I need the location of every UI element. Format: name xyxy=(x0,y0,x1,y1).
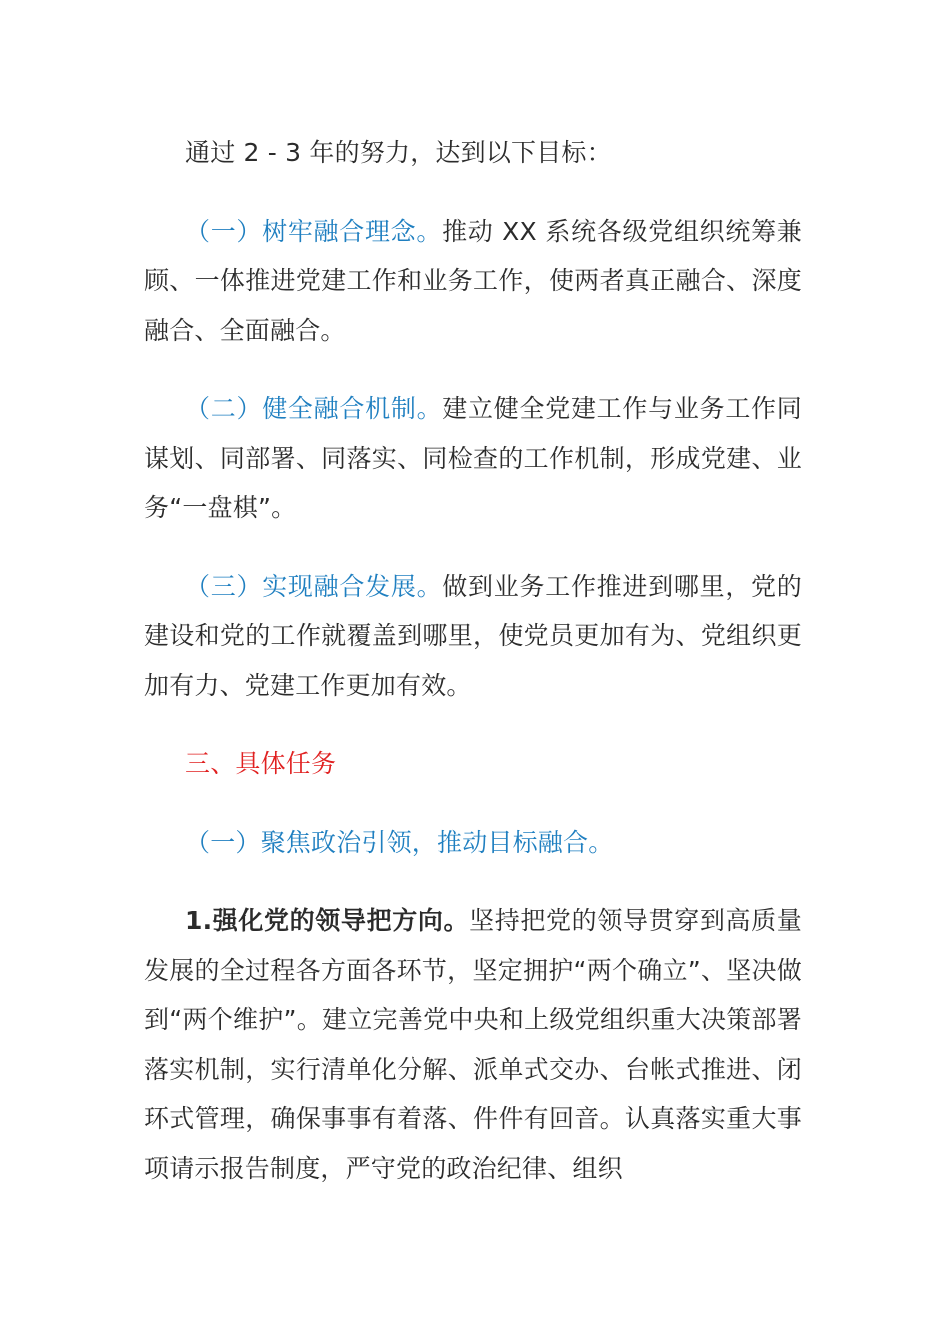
goal-heading-1: （一）树牢融合理念。 xyxy=(185,216,443,246)
task-heading-1: 1.强化党的领导把方向。 xyxy=(185,906,470,935)
section-title: 三、具体任务 xyxy=(185,749,337,778)
goal-body-3: 做到业务工作推进到哪里，党的建设和党的工作就覆盖到哪里，使党员更加有为、党组织更加有力、党建工作更加有效。 xyxy=(144,571,802,700)
task-paragraph-1 xyxy=(144,896,802,1193)
goal-paragraph-1 xyxy=(144,207,802,356)
goal-body-1: 推动 XX 系统各级党组织统筹兼顾、一体推进党建工作和业务工作，使两者真正融合、深度融合、全面融合。 xyxy=(144,216,802,345)
intro-paragraph: 通过 2 - 3 年的努力，达到以下目标： xyxy=(185,138,612,167)
subsection-title: （一）聚焦政治引领，推动目标融合。 xyxy=(185,827,614,857)
goal-paragraph-3 xyxy=(144,562,802,711)
task-body-1: 坚持把党的领导贯穿到高质量发展的全过程各方面各环节，坚定拥护“两个确立”、坚决做到“两个维护”。建立完善党中央和上级党组织重大决策部署落实机制，实行清单化分解、派单式交办、台帐式推进、闭环式管理，确保事事有着落、件件有回音。认真落实重大事项请示报告制度，严守党的政治纪律、组织 xyxy=(144,906,802,1183)
goal-paragraph-2 xyxy=(144,384,802,533)
goal-heading-3: （三）实现融合发展。 xyxy=(185,571,443,601)
goal-body-2: 建立健全党建工作与业务工作同谋划、同部署、同落实、同检查的工作机制，形成党建、业务“一盘棋”。 xyxy=(144,394,802,522)
goal-heading-2: （二）健全融合机制。 xyxy=(185,394,443,423)
